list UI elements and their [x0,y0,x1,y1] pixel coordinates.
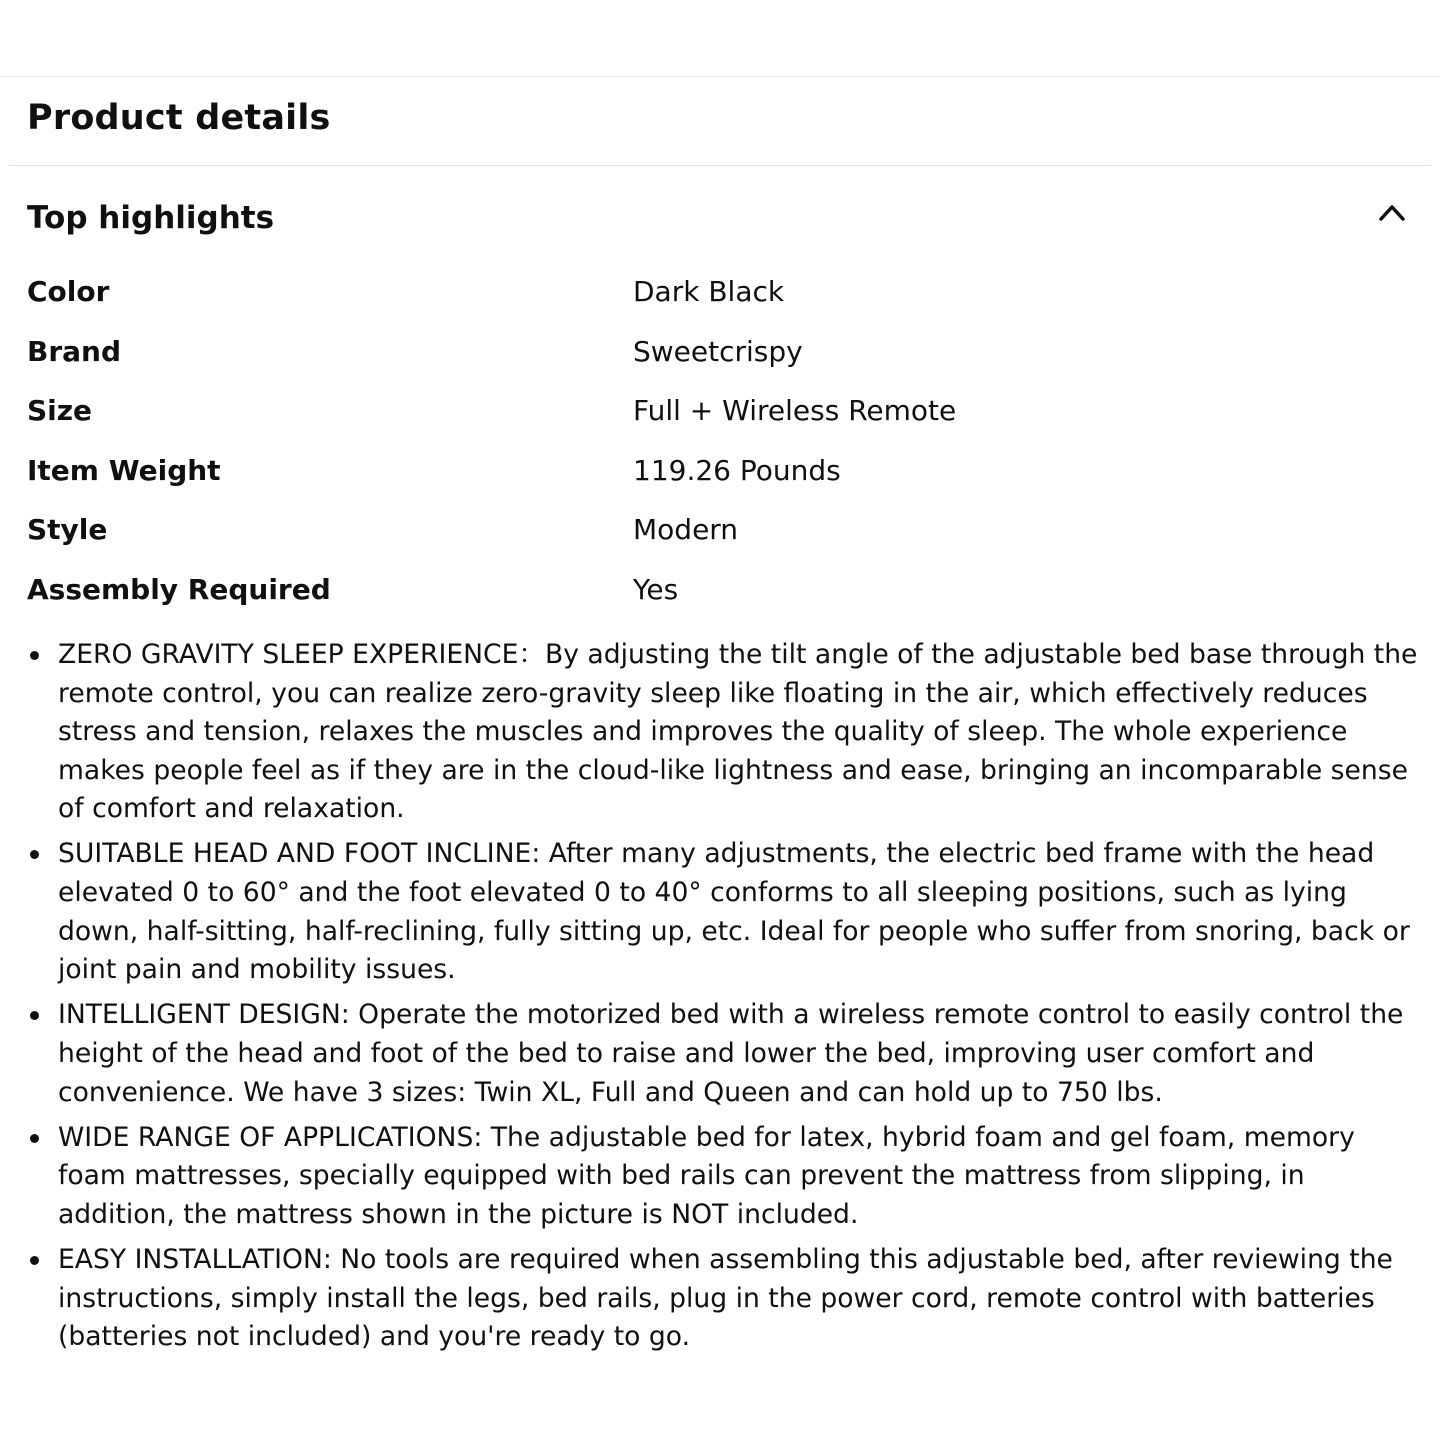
feature-text: SUITABLE HEAD AND FOOT INCLINE: After many adjustments, the electric bed frame with the head elevated 0 to 60° and the foot elevated 0 to 40° conforms to all sleeping positions, such as lying down, half-sitting, half-reclining, fully sitting up, etc. Ideal for people who suffer from snoring, back or joint pain and mobility issues. [58,838,1410,986]
feature-bullet [27,1119,1422,1235]
top-divider [0,76,1440,77]
spec-value: 119.26 Pounds [633,453,841,487]
spec-row-assembly-required [27,560,1412,620]
spec-label: Item Weight [27,453,221,487]
feature-bullet [27,636,1422,829]
bullet-dot-icon [30,1134,39,1143]
spec-row-item-weight [27,441,1412,501]
spec-value: Sweetcrispy [633,334,803,368]
product-specs-table [27,262,1412,619]
section-title: Top highlights [27,200,275,236]
spec-value: Full + Wireless Remote [633,394,957,428]
spec-row-size [27,381,1412,441]
bullet-dot-icon [30,1011,39,1020]
spec-value: Modern [633,513,739,547]
feature-bullet [27,1241,1422,1357]
bullet-dot-icon [30,850,39,859]
spec-row-color [27,262,1412,322]
feature-text: INTELLIGENT DESIGN: Operate the motorized bed with a wireless remote control to easily control the height of the head and foot of the bed to raise and lower the bed, improving user comfort and convenience. We have 3 sizes: Twin XL, Full and Queen and can hold up to 750 lbs. [58,999,1404,1108]
collapse-section-button[interactable] [1372,196,1412,228]
spec-label: Color [27,275,110,309]
top-highlights-header[interactable] [27,196,1412,240]
feature-bullet [27,996,1422,1112]
title-divider [9,165,1431,166]
spec-row-style [27,500,1412,560]
page-title: Product details [27,98,331,138]
spec-value: Yes [633,572,679,606]
spec-row-brand [27,322,1412,382]
spec-label: Brand [27,334,122,368]
spec-label: Style [27,513,108,547]
feature-bullet [27,835,1422,989]
chevron-up-icon [1372,196,1412,228]
spec-label: Assembly Required [27,572,331,606]
feature-text: ZERO GRAVITY SLEEP EXPERIENCE：By adjusting the tilt angle of the adjustable bed base through the remote control, you can realize zero-gravity sleep like floating in the air, which effectively reduces stress and tension, relaxes the muscles and improves the quality of sleep. The whole experience makes people feel as if they are in the cloud-like lightness and ease, bringing an incomparable sense of comfort and relaxation. [58,639,1418,825]
feature-text: EASY INSTALLATION: No tools are required when assembling this adjustable bed, after reviewing the instructions, simply install the legs, bed rails, plug in the power cord, remote control with batteries (batteries not included) and you're ready to go. [58,1243,1393,1353]
spec-label: Size [27,394,93,428]
spec-value: Dark Black [633,275,785,309]
bullet-dot-icon [30,1256,39,1265]
bullet-dot-icon [30,651,39,660]
feature-bullet-list [27,636,1422,1363]
feature-text: WIDE RANGE OF APPLICATIONS: The adjustable bed for latex, hybrid foam and gel foam, memory foam mattresses, specially equipped with bed rails can prevent the mattress from slipping, in addition, the mattress shown in the picture is NOT included. [58,1121,1355,1230]
